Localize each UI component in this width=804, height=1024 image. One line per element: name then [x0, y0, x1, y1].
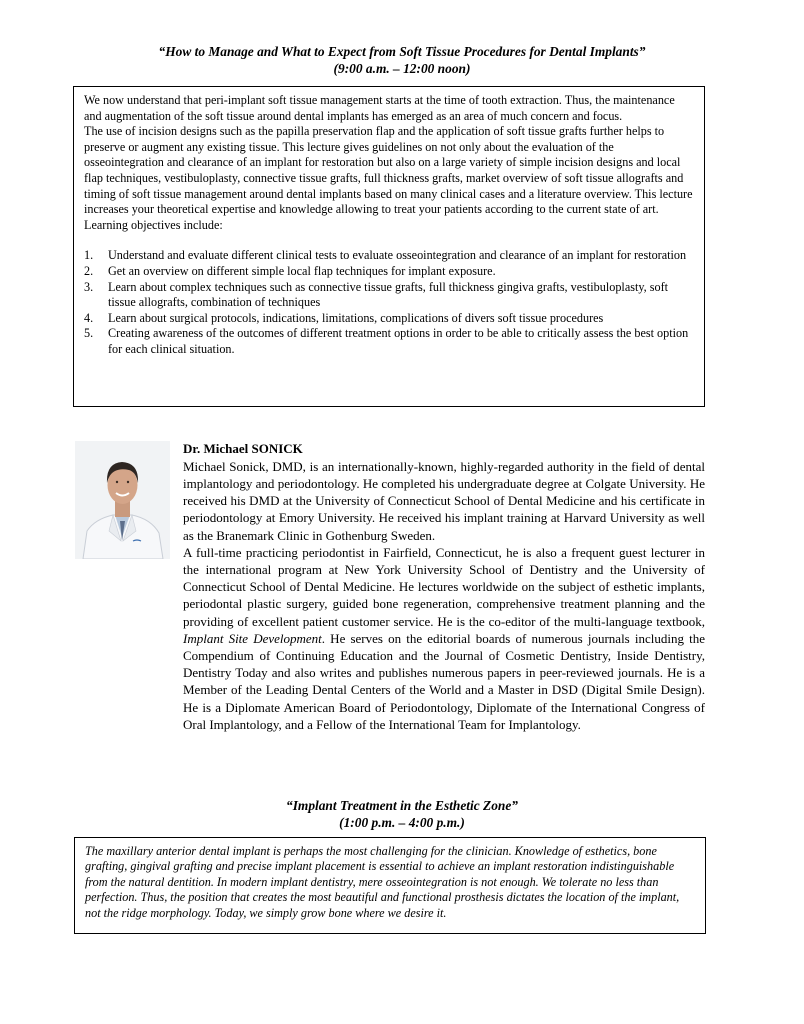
learning-objectives-label: Learning objectives include: [84, 217, 223, 232]
session1-time: (9:00 a.m. – 12:00 noon) [333, 61, 471, 76]
session2-title: “Implant Treatment in the Esthetic Zone” [286, 798, 518, 813]
bio-paragraph: Michael Sonick, DMD, is an internationally-known, highly-regarded authority in the field of dental implantology and periodontology. He completed his undergraduate degree at Colgate University. He received his DMD at the University of Connecticut School of Dental Medicine and his certificate in periodontology at Emory University. He received his implant training at Harvard University as well as the Branemark Clinic in Gothenburg Sweden. [183, 458, 705, 543]
list-text: Get an overview on different simple local flap techniques for implant exposure. [108, 263, 496, 278]
bio-text: A full-time practicing periodontist in Fairfield, Connecticut, he is also a frequent guest lecturer in the international program at New York University School of Dentistry and the University of Connecticut School of Dental Medicine. He lectures worldwide on the subject of esthetic implants, periodontal plastic surgery, guided bone regeneration, comprehensive treatment planning and the providing of excellent patient customer service. He is the co-editor of the multi-language textbook, [183, 544, 705, 629]
objectives-list [84, 248, 694, 357]
list-text: Learn about complex techniques such as connective tissue grafts, full thickness gingiva grafts, vestibuloplasty, soft tissue allografts, combination of techniques [108, 279, 669, 310]
list-item [84, 311, 694, 327]
list-item [84, 264, 694, 280]
list-number: 3. [84, 279, 94, 294]
list-number: 5. [84, 326, 94, 341]
bio-text: . He serves on the editorial boards of numerous journals including the Compendium of Continuing Education and the Journal of Cosmetic Dentistry, Inside Dentistry, Dentistry Today and also writes and publishes numerous papers in peer-reviewed journals. He is a Member of the Leading Dental Centers of the World and a Master in DSD (Digital Smile Design). He is a Diplomate American Board of Periodontology, Diplomate of the International Congress of Oral Implantology, and a Fellow of the International Team for Implantology. [183, 630, 705, 732]
list-text: Understand and evaluate different clinical tests to evaluate osseointegration and clearance of an implant for restoration [108, 248, 687, 263]
session1-paragraph: The use of incision designs such as the papilla preservation flap and the application of soft tissue grafts further helps to preserve or augment any existing tissue. This lecture gives guidelines on not only about the evaluation of the osseointegration and clearance of an implant for restoration but also on a large variety of simple incision designs and local flap techniques, vestibuloplasty, connective tissue grafts, full thickness grafts, market overview of soft tissue allografts and timing of soft tissue management around dental implants based on many clinical cases and a literature overview. This lecture increases your theoretical expertise and knowledge allowing to treat your patients according to the current state of art. [84, 124, 693, 217]
list-number: 1. [84, 248, 94, 263]
list-item [84, 326, 694, 357]
session2-description-box [74, 837, 706, 934]
list-item [84, 248, 694, 264]
speaker-portrait-illustration [75, 441, 170, 559]
list-number: 4. [84, 310, 94, 325]
list-text: Creating awareness of the outcomes of different treatment options in order to be able to critically assess the best option for each clinical situation. [108, 326, 689, 356]
list-number: 2. [84, 263, 94, 278]
session1-paragraph: We now understand that peri-implant soft tissue management starts at the time of tooth extraction. Thus, the maintenance and augmentation of the soft tissue around dental implants has emerged as an area of much concern and focus. [84, 93, 675, 123]
session2-time: (1:00 p.m. – 4:00 p.m.) [339, 815, 465, 830]
list-text: Learn about surgical protocols, indications, limitations, complications of divers soft tissue procedures [108, 310, 604, 325]
speaker-bio [183, 441, 705, 733]
list-item [84, 280, 694, 311]
session2-description: The maxillary anterior dental implant is perhaps the most challenging for the clinician. Knowledge of esthetics, bone grafting, gingival grafting and precise implant placement is essential to achieve an implant restoration indistinguishable from the natural dentition. In modern implant dentistry, mere osseointegration is not enough. We tolerate no less than perfection. Thus, the position that creates the most beautiful and functional prosthesis dictates the location of the implant, not the ridge morphology. Today, we simply grow bone where we desire it. [85, 844, 680, 920]
speaker-name: Dr. Michael SONICK [183, 441, 303, 456]
session1-title: “How to Manage and What to Expect from Soft Tissue Procedures for Dental Implants” [158, 44, 646, 59]
speaker-photo [75, 441, 170, 559]
session1-description-box [73, 86, 705, 407]
book-title: Implant Site Development [183, 630, 322, 646]
bio-paragraph [183, 544, 705, 733]
